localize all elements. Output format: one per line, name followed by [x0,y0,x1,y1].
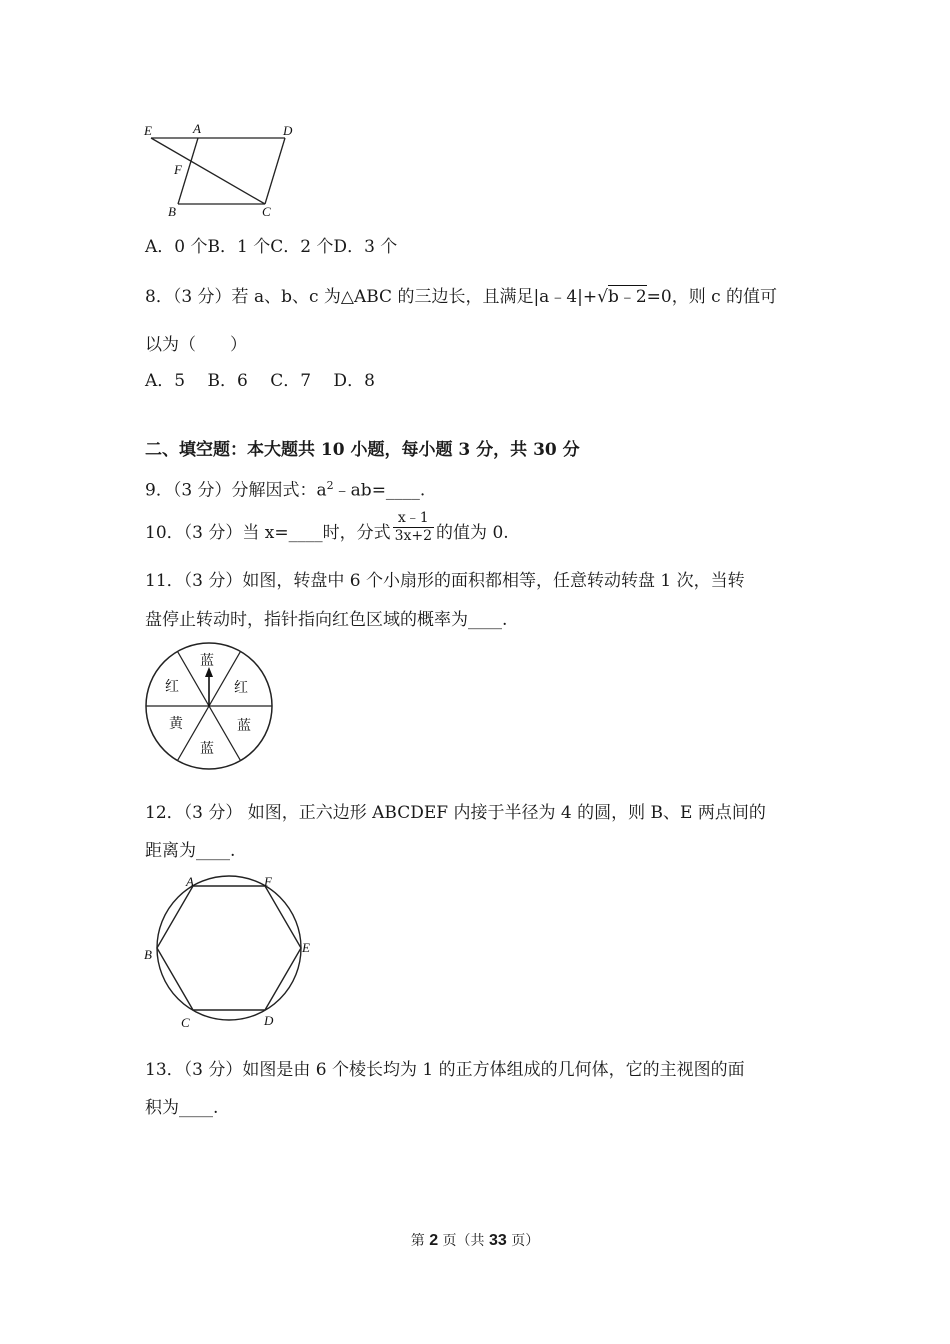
label-F: F [264,874,272,889]
label-B: B [144,947,152,962]
label-C: C [181,1015,190,1030]
label-C: C [262,204,271,219]
page-footer [0,1230,950,1250]
label-F: F [174,162,182,177]
q9-text-after: ﹣ab=____. [333,480,426,501]
q13-stem-line1: 13．（3 分）如图是由 6 个棱长均为 1 的正方体组成的几何体，它的主视图的面 [145,1060,745,1080]
spinner-figure [140,638,282,774]
segment-DC [265,138,285,204]
circumscribed-circle [157,876,301,1020]
q8-text-before: 8．（3 分）若 a、b、c 为△ABC 的三边长，且满足|a﹣4|+ [145,287,598,307]
sector-label-upper-left: 红 [165,679,179,695]
regular-hexagon [157,886,301,1010]
label-D: D [264,1013,274,1028]
label-D: D [283,123,293,138]
sqrt-sign: √ [597,287,608,307]
q8-options: A．5 B．6 C．7 D．8 [145,371,375,391]
footer-middle: 页（共 [438,1233,489,1249]
q9-stem [145,475,425,502]
label-E: E [144,123,152,138]
sector-label-top: 蓝 [200,653,214,669]
total-pages: 33 [489,1232,507,1249]
segment-EC [151,138,265,204]
q8-text-after: =0，则 c 的值可 [646,287,778,307]
q10-stem [145,510,509,545]
sector-label-lower-right: 蓝 [237,718,251,734]
footer-prefix: 第 [410,1233,430,1249]
q8-stem-line1 [145,286,777,308]
q9-text-before: 9．（3 分）分解因式：a [145,480,327,501]
fraction-numerator: x﹣1 [393,510,434,528]
label-B: B [168,204,176,219]
label-A: A [186,874,194,889]
label-A: A [193,121,201,136]
q12-stem-line1: 12．（3 分） 如图，正六边形 ABCDEF 内接于半径为 4 的圆，则 B、E 两点间的 [145,803,766,823]
hexagon-figure [140,870,320,1035]
q11-stem-line1: 11．（3 分）如图，转盘中 6 个小扇形的面积都相等，任意转动转盘 1 次，当转 [145,571,745,591]
q9-exponent: 2 [326,479,334,492]
page-number: 2 [429,1232,439,1249]
section-heading: 二、填空题：本大题共 10 小题，每小题 3 分，共 30 分 [145,440,580,460]
parallelogram-figure [138,118,308,228]
q10-text-before: 10．（3 分）当 x=____时，分式 [145,523,391,543]
sector-label-upper-right: 红 [234,680,248,696]
q12-stem-line2: 距离为____. [145,841,236,861]
sector-label-bottom: 蓝 [200,741,214,757]
fraction-denominator: 3x+2 [394,528,433,544]
label-E: E [302,940,310,955]
q13-stem-line2: 积为____. [145,1098,219,1118]
footer-suffix: 页） [506,1233,540,1249]
q11-stem-line2: 盘停止转动时，指针指向红色区域的概率为____. [145,610,508,630]
sector-label-lower-left: 黄 [169,716,183,732]
sqrt-content: b﹣2 [607,287,647,307]
q8-stem-line2: 以为（ ） [145,335,247,355]
q10-text-after: 的值为 0. [436,523,509,543]
fraction [393,510,434,545]
q7-options: A．0 个B．1 个C．2 个D．3 个 [145,237,398,257]
